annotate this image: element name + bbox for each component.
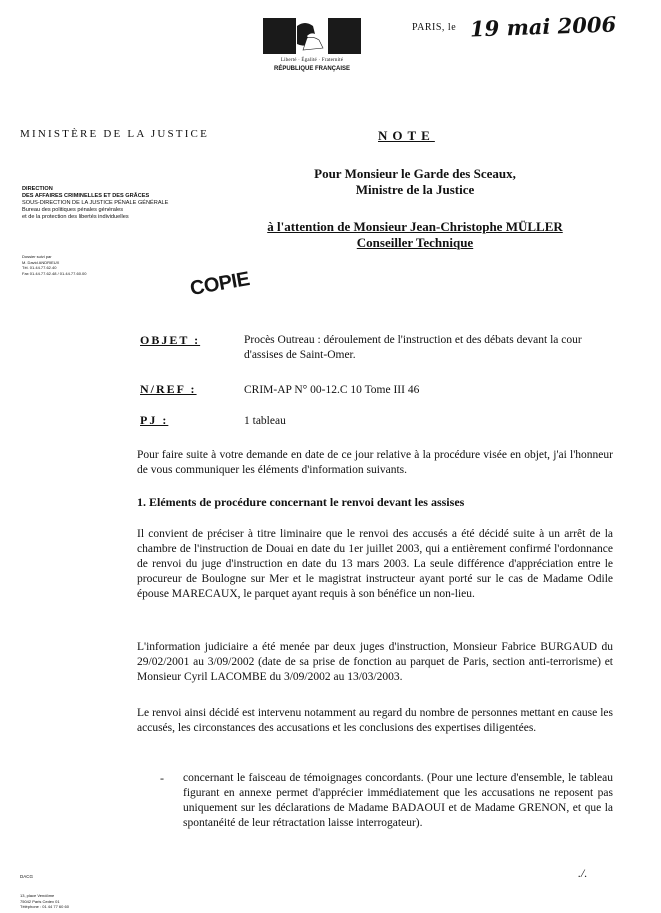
- attention-block: [232, 219, 598, 251]
- attention-line: Conseiller Technique: [356, 235, 474, 250]
- ministry-title: MINISTÈRE DE LA JUSTICE: [20, 128, 210, 140]
- objet-value: Procès Outreau : déroulement de l'instruction et des débats devant la cour d'assises de Saint-Omer.: [244, 334, 582, 361]
- dossier-line: Fax 01.44.77.62.48 / 01.44.77.60.00: [22, 270, 87, 276]
- logo-motto: Liberté · Égalité · Fraternité: [280, 58, 344, 63]
- paragraph-1: Il convient de préciser à titre liminaire que le renvoi des accusés a été décidé suite à un arrêt de la chambre de l'instruction de Douai en date du 1er juillet 2003, qui a entièrement confirmé l'ordonnance de renvoi du juge d'instruction en date du 13 mars 2003. La seule différence d'appréciation entre le procureur de Boulogne sur Mer et le magistrat instructeur ayant porté sur le cas de Madame Odile épouse MARECAUX, le parquet ayant requis à son bénéfice un non-lieu.: [137, 528, 613, 600]
- recipient-line: Ministre de la Justice: [355, 182, 475, 197]
- footer-address-line: 75042 Paris Cedex 01: [20, 898, 60, 904]
- bullet-item: concernant le faisceau de témoignages concordants. (Pour une lecture d'ensemble, le tableau figurant en annexe permet d'apprécier immédiatement que les accusations ne reposent pas uniquement sur les déclarations de Madame BADAOUI et de Madame GRENON, et que la spontanéité de leur rétractation laisse interrogateur).: [183, 772, 613, 829]
- direction-line: DIRECTION: [22, 186, 53, 192]
- bullet-mark: -: [160, 771, 164, 785]
- marianne-icon: [263, 18, 361, 54]
- section-1-title: 1. Eléments de procédure concernant le renvoi devant les assises: [137, 495, 465, 509]
- footer-code: DACG: [20, 874, 34, 879]
- footer-address-line: 13, place Vendôme: [20, 893, 55, 898]
- direction-block: [22, 186, 222, 221]
- attention-line: à l'attention de Monsieur Jean-Christophe MÜLLER: [267, 219, 563, 234]
- dossier-line: Tél. 01.44.77.62.40: [22, 265, 57, 270]
- intro-paragraph: Pour faire suite à votre demande en date de ce jour relative à la procédure visée en objet, j'ai l'honneur de vous communiquer les éléments d'information suivants.: [137, 449, 613, 476]
- copie-stamp: COPIE: [188, 267, 252, 301]
- direction-line: DES AFFAIRES CRIMINELLES ET DES GRÂCES: [22, 193, 150, 199]
- nref-label: N/REF :: [140, 382, 197, 396]
- place-label: PARIS, le: [412, 22, 457, 33]
- direction-line: SOUS-DIRECTION DE LA JUSTICE PÉNALE GÉNÉRALE: [22, 200, 169, 206]
- pj-label: PJ :: [140, 413, 169, 427]
- pj-value: 1 tableau: [244, 415, 286, 427]
- republic-logo: [263, 18, 361, 80]
- continuation-mark: ./.: [578, 866, 588, 880]
- logo-republique: RÉPUBLIQUE FRANÇAISE: [273, 66, 350, 72]
- footer-address: [20, 893, 130, 910]
- paragraph-2: L'information judiciaire a été menée par deux juges d'instruction, Monsieur Fabrice BURGAUD du 29/02/2001 au 3/09/2002 (date de sa prise de fonction au parquet de Paris, section anti-terrorisme) et Monsieur Cyril LACOMBE du 3/09/2002 au 13/03/2003.: [137, 641, 613, 683]
- recipient-line: Pour Monsieur le Garde des Sceaux,: [314, 166, 516, 181]
- objet-label: OBJET :: [140, 333, 201, 347]
- handwritten-date: 19 mai 2006: [469, 11, 617, 42]
- direction-line: et de la protection des libertés individuelles: [22, 214, 129, 220]
- dossier-line: Dossier suivi par: [22, 254, 52, 259]
- dossier-line: M. David ANDRIEUX: [22, 259, 60, 265]
- note-title: NOTE: [378, 128, 435, 143]
- nref-value: CRIM-AP N° 00-12.C 10 Tome III 46: [244, 384, 420, 396]
- direction-line: Bureau des politiques pénales générales: [22, 207, 124, 213]
- recipient-block: [250, 166, 580, 198]
- paragraph-3: Le renvoi ainsi décidé est intervenu notamment au regard du nombre de personnes mettant en cause les accusés, les circonstances des accusations et les conclusions des expertises diligentées.: [137, 707, 613, 734]
- dossier-block: [22, 254, 122, 276]
- footer-address-line: Téléphone : 01 44 77 60 60: [20, 904, 69, 909]
